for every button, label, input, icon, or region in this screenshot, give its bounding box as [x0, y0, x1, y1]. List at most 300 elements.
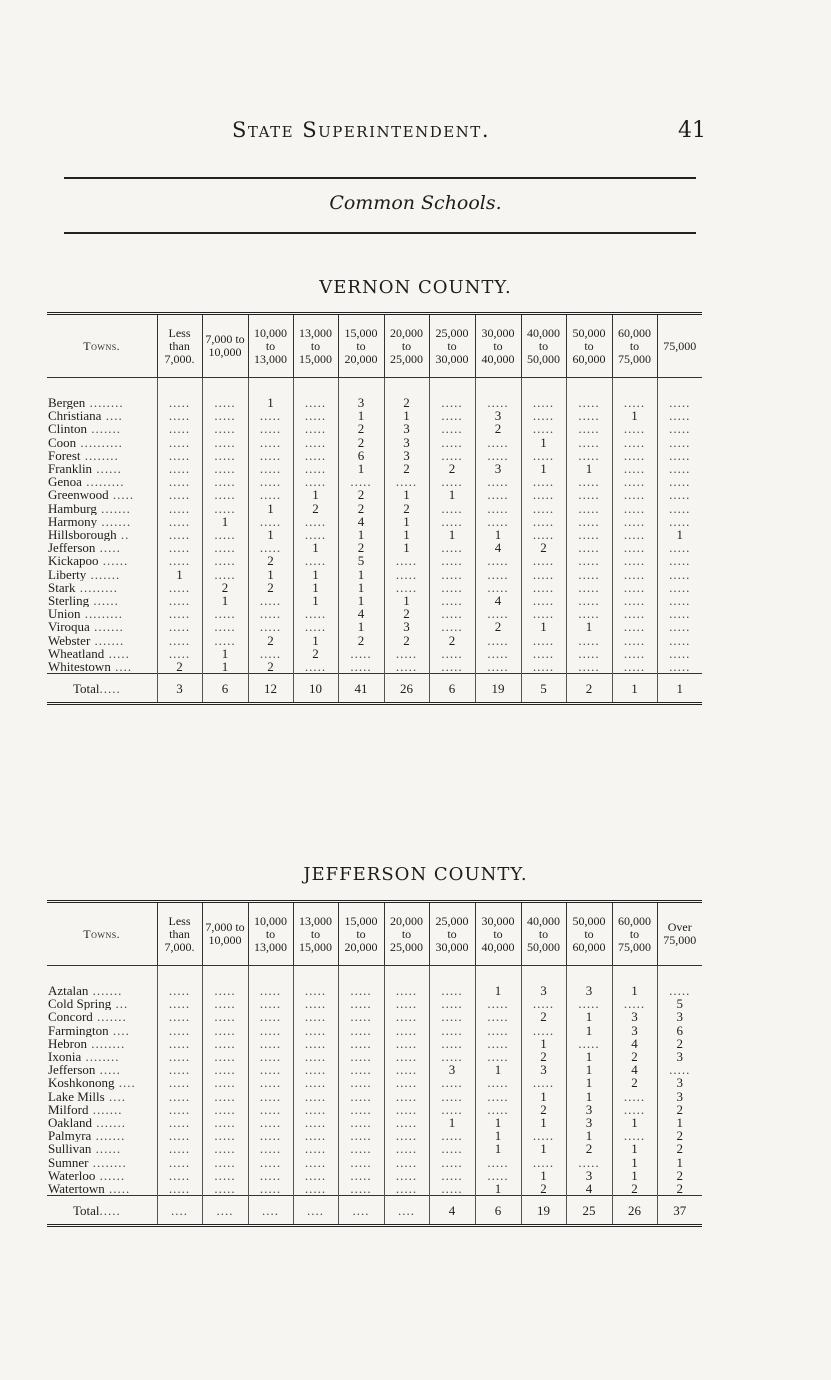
- count-cell: .....: [157, 396, 202, 409]
- count-cell: .....: [566, 396, 612, 409]
- count-cell: .....: [202, 1063, 248, 1076]
- count-cell: .....: [429, 436, 475, 449]
- count-cell: .....: [248, 1063, 293, 1076]
- count-cell: 1: [293, 594, 338, 607]
- count-cell: .....: [338, 1090, 384, 1103]
- count-cell: .....: [657, 515, 702, 528]
- count-cell: .....: [157, 594, 202, 607]
- total-cell: 6: [202, 674, 248, 704]
- bracket-column-header: 10,000 to 13,000: [248, 314, 293, 378]
- count-cell: .....: [475, 554, 521, 567]
- count-cell: 1: [566, 1129, 612, 1142]
- count-cell: .....: [612, 660, 657, 674]
- count-cell: .....: [338, 1182, 384, 1196]
- count-cell: 1: [566, 462, 612, 475]
- total-cell: ....: [202, 1196, 248, 1226]
- count-cell: 2: [384, 502, 429, 515]
- count-cell: .....: [202, 488, 248, 501]
- count-cell: .....: [202, 449, 248, 462]
- count-cell: .....: [566, 409, 612, 422]
- leader-dots: ...: [111, 997, 129, 1011]
- table-row: [47, 1024, 702, 1037]
- town-name: [47, 660, 157, 674]
- town-label: Union: [48, 607, 81, 621]
- table-row: [47, 607, 702, 620]
- count-cell: .....: [384, 1063, 429, 1076]
- towns-column-header: Towns.: [83, 338, 121, 353]
- count-cell: 3: [566, 1169, 612, 1182]
- count-cell: .....: [293, 422, 338, 435]
- count-cell: .....: [429, 647, 475, 660]
- count-cell: 2: [521, 1103, 566, 1116]
- count-cell: .....: [384, 997, 429, 1010]
- count-cell: .....: [248, 1050, 293, 1063]
- count-cell: .....: [521, 422, 566, 435]
- count-cell: .....: [293, 1182, 338, 1196]
- count-cell: 2: [612, 1050, 657, 1063]
- count-cell: 2: [338, 634, 384, 647]
- town-name: [47, 997, 157, 1010]
- count-cell: .....: [566, 422, 612, 435]
- count-cell: 1: [566, 1010, 612, 1023]
- count-cell: 1: [338, 620, 384, 633]
- count-cell: .....: [612, 997, 657, 1010]
- count-cell: 2: [338, 502, 384, 515]
- count-cell: .....: [566, 594, 612, 607]
- table-row: [47, 984, 702, 997]
- count-cell: .....: [157, 1063, 202, 1076]
- town-label: Viroqua: [48, 620, 90, 634]
- count-cell: 1: [338, 409, 384, 422]
- count-cell: 1: [475, 1063, 521, 1076]
- total-cell: 26: [384, 674, 429, 704]
- count-cell: 3: [384, 436, 429, 449]
- count-cell: 3: [657, 1090, 702, 1103]
- count-cell: 1: [338, 568, 384, 581]
- leader-dots: .......: [92, 1010, 127, 1024]
- count-cell: 1: [521, 1116, 566, 1129]
- towns-column-header: Towns.: [83, 926, 121, 941]
- bracket-column-header: 50,000 to 60,000: [566, 314, 612, 378]
- count-cell: .....: [293, 1142, 338, 1155]
- count-cell: 2: [338, 541, 384, 554]
- table-row: [47, 1050, 702, 1063]
- table-row: [47, 568, 702, 581]
- count-cell: 1: [612, 1169, 657, 1182]
- town-label: Whitestown: [48, 660, 111, 674]
- count-cell: .....: [566, 607, 612, 620]
- leader-dots: .........: [80, 607, 123, 621]
- count-cell: 2: [202, 581, 248, 594]
- count-cell: .....: [384, 1169, 429, 1182]
- count-cell: .....: [429, 984, 475, 997]
- count-cell: .....: [657, 436, 702, 449]
- town-name: [47, 554, 157, 567]
- count-cell: .....: [293, 515, 338, 528]
- count-cell: 1: [612, 984, 657, 997]
- count-cell: .....: [248, 997, 293, 1010]
- town-label: Forest: [48, 448, 81, 463]
- bracket-column-header: Less than 7,000.: [157, 314, 202, 378]
- bracket-column-header: 40,000 to 50,000: [521, 314, 566, 378]
- count-cell: .....: [157, 528, 202, 541]
- count-cell: .....: [202, 634, 248, 647]
- count-cell: .....: [384, 1103, 429, 1116]
- total-cell: 4: [429, 1196, 475, 1226]
- town-name: [47, 1129, 157, 1142]
- town-label: Genoa: [48, 475, 82, 489]
- count-cell: .....: [202, 1037, 248, 1050]
- count-cell: .....: [338, 647, 384, 660]
- count-cell: .....: [521, 997, 566, 1010]
- count-cell: .....: [248, 647, 293, 660]
- bracket-column-header: 75,000: [657, 314, 702, 378]
- count-cell: .....: [521, 554, 566, 567]
- town-name: [47, 502, 157, 515]
- count-cell: 3: [521, 984, 566, 997]
- leader-dots: .......: [88, 1102, 123, 1117]
- total-row: [47, 674, 702, 704]
- count-cell: .....: [202, 475, 248, 488]
- count-cell: .....: [521, 1156, 566, 1169]
- count-cell: .....: [202, 554, 248, 567]
- count-cell: .....: [202, 396, 248, 409]
- count-cell: .....: [566, 554, 612, 567]
- count-cell: .....: [657, 554, 702, 567]
- count-cell: .....: [521, 475, 566, 488]
- count-cell: .....: [429, 1142, 475, 1155]
- count-cell: .....: [566, 997, 612, 1010]
- count-cell: .....: [657, 581, 702, 594]
- count-cell: .....: [248, 1076, 293, 1089]
- count-cell: .....: [202, 462, 248, 475]
- count-cell: 2: [657, 1169, 702, 1182]
- bracket-column-header: 50,000 to 60,000: [566, 902, 612, 966]
- count-cell: .....: [657, 984, 702, 997]
- total-cell: ....: [157, 1196, 202, 1226]
- count-cell: 2: [248, 634, 293, 647]
- leader-dots: ......: [95, 1168, 126, 1183]
- count-cell: .....: [293, 554, 338, 567]
- count-cell: .....: [384, 647, 429, 660]
- count-cell: .....: [293, 1010, 338, 1023]
- town-label: Clinton: [48, 422, 88, 436]
- count-cell: .....: [202, 1090, 248, 1103]
- count-cell: .....: [202, 607, 248, 620]
- town-name: [47, 515, 157, 528]
- count-cell: .....: [566, 541, 612, 554]
- count-cell: .....: [202, 1182, 248, 1196]
- count-cell: 2: [293, 502, 338, 515]
- bracket-column-header: 13,000 to 15,000: [293, 902, 338, 966]
- town-name: [47, 528, 157, 541]
- count-cell: .....: [612, 436, 657, 449]
- count-cell: 1: [202, 647, 248, 660]
- town-name: [47, 436, 157, 449]
- count-cell: .....: [429, 594, 475, 607]
- count-cell: .....: [248, 984, 293, 997]
- leader-dots: .......: [87, 422, 122, 436]
- count-cell: .....: [384, 475, 429, 488]
- count-cell: .....: [475, 1037, 521, 1050]
- count-cell: .....: [338, 1116, 384, 1129]
- count-cell: .....: [248, 1116, 293, 1129]
- table-row: [47, 1010, 702, 1023]
- count-cell: 2: [338, 422, 384, 435]
- town-name: [47, 1182, 157, 1196]
- town-label: Ixonia: [48, 1050, 82, 1064]
- count-cell: 2: [384, 462, 429, 475]
- count-cell: 1: [521, 436, 566, 449]
- town-name: [47, 568, 157, 581]
- count-cell: .....: [248, 475, 293, 488]
- town-name: [47, 607, 157, 620]
- count-cell: .....: [384, 1037, 429, 1050]
- town-label: Sullivan: [48, 1142, 92, 1156]
- count-cell: 4: [338, 607, 384, 620]
- count-cell: .....: [521, 647, 566, 660]
- total-label: [47, 674, 157, 704]
- count-cell: 4: [566, 1182, 612, 1196]
- count-cell: .....: [475, 1103, 521, 1116]
- town-label: Christiana: [48, 409, 102, 423]
- count-cell: .....: [338, 1010, 384, 1023]
- count-cell: .....: [157, 1076, 202, 1089]
- bracket-column-header: 15,000 to 20,000: [338, 314, 384, 378]
- count-cell: .....: [338, 660, 384, 674]
- count-cell: 1: [521, 620, 566, 633]
- town-label: Palmyra: [48, 1129, 92, 1143]
- count-cell: .....: [657, 634, 702, 647]
- count-cell: .....: [566, 568, 612, 581]
- count-cell: 3: [566, 1116, 612, 1129]
- count-cell: .....: [248, 1142, 293, 1155]
- count-cell: .....: [248, 409, 293, 422]
- town-label: Franklin: [48, 462, 93, 476]
- table-row: [47, 515, 702, 528]
- town-label: Concord: [48, 1010, 93, 1024]
- count-cell: .....: [157, 436, 202, 449]
- count-cell: .....: [475, 449, 521, 462]
- bracket-column-header: 25,000 to 30,000: [429, 314, 475, 378]
- count-cell: .....: [612, 620, 657, 633]
- count-cell: .....: [475, 515, 521, 528]
- count-cell: 1: [157, 568, 202, 581]
- total-cell: 19: [521, 1196, 566, 1226]
- table-row: [47, 449, 702, 462]
- count-cell: 1: [293, 488, 338, 501]
- count-cell: .....: [293, 984, 338, 997]
- count-cell: .....: [521, 488, 566, 501]
- count-cell: .....: [293, 620, 338, 633]
- town-name: [47, 1103, 157, 1116]
- table-row: [47, 409, 702, 422]
- count-cell: .....: [202, 422, 248, 435]
- count-cell: 3: [475, 409, 521, 422]
- total-cell: ....: [293, 1196, 338, 1226]
- header-rule: [64, 177, 696, 179]
- count-cell: 1: [248, 502, 293, 515]
- count-cell: .....: [612, 1090, 657, 1103]
- town-label: Jefferson: [48, 541, 96, 555]
- count-cell: 2: [384, 607, 429, 620]
- count-cell: 4: [338, 515, 384, 528]
- count-cell: 1: [521, 1090, 566, 1103]
- count-cell: .....: [202, 1010, 248, 1023]
- count-cell: 1: [475, 1116, 521, 1129]
- count-cell: .....: [157, 515, 202, 528]
- count-cell: .....: [202, 1129, 248, 1142]
- count-cell: 3: [612, 1010, 657, 1023]
- count-cell: .....: [248, 541, 293, 554]
- count-cell: 4: [612, 1037, 657, 1050]
- count-cell: 1: [566, 620, 612, 633]
- count-cell: .....: [293, 1156, 338, 1169]
- count-cell: 3: [384, 449, 429, 462]
- leader-dots: ..: [116, 528, 130, 542]
- count-cell: .....: [202, 997, 248, 1010]
- town-name: [47, 1037, 157, 1050]
- count-cell: 2: [248, 554, 293, 567]
- count-cell: 2: [657, 1129, 702, 1142]
- total-row: [47, 1196, 702, 1226]
- count-cell: .....: [429, 620, 475, 633]
- town-name: [47, 1090, 157, 1103]
- count-cell: .....: [657, 660, 702, 674]
- count-cell: .....: [521, 594, 566, 607]
- count-cell: .....: [384, 1076, 429, 1089]
- count-cell: .....: [157, 1024, 202, 1037]
- count-cell: .....: [157, 1090, 202, 1103]
- count-cell: 1: [566, 1024, 612, 1037]
- table-row: [47, 660, 702, 674]
- section-subtitle: Common Schools.: [329, 192, 502, 214]
- town-label: Wheatland: [48, 646, 105, 661]
- leader-dots: ....: [110, 660, 133, 674]
- count-cell: .....: [612, 594, 657, 607]
- bracket-column-header: 60,000 to 75,000: [612, 902, 657, 966]
- count-cell: .....: [157, 1037, 202, 1050]
- count-cell: 3: [384, 422, 429, 435]
- count-cell: 1: [338, 528, 384, 541]
- town-label: Hebron: [48, 1036, 87, 1051]
- count-cell: 2: [657, 1182, 702, 1196]
- bracket-column-header: 25,000 to 30,000: [429, 902, 475, 966]
- count-cell: 1: [384, 409, 429, 422]
- total-cell: 10: [293, 674, 338, 704]
- leader-dots: .......: [96, 501, 131, 515]
- count-cell: 1: [612, 409, 657, 422]
- town-name: [47, 1116, 157, 1129]
- count-cell: .....: [521, 568, 566, 581]
- table-row: [47, 1182, 702, 1196]
- count-cell: .....: [338, 984, 384, 997]
- count-cell: .....: [157, 1010, 202, 1023]
- count-cell: .....: [338, 475, 384, 488]
- count-cell: .....: [612, 422, 657, 435]
- town-label: Harmony: [48, 514, 98, 529]
- count-cell: 1: [293, 581, 338, 594]
- leader-dots: .........: [75, 580, 118, 595]
- count-cell: .....: [293, 1063, 338, 1076]
- count-cell: 2: [248, 581, 293, 594]
- town-name: [47, 647, 157, 660]
- town-label: Milford: [48, 1102, 89, 1117]
- count-cell: .....: [612, 647, 657, 660]
- table-row: [47, 997, 702, 1010]
- count-cell: .....: [429, 554, 475, 567]
- count-cell: .....: [293, 409, 338, 422]
- town-name: [47, 1076, 157, 1089]
- bracket-column-header: 30,000 to 40,000: [475, 902, 521, 966]
- leader-dots: .....: [104, 1182, 131, 1196]
- count-cell: .....: [293, 997, 338, 1010]
- count-cell: .....: [657, 1063, 702, 1076]
- count-cell: 4: [475, 541, 521, 554]
- count-cell: .....: [612, 581, 657, 594]
- vernon-county-table: [47, 312, 702, 705]
- count-cell: 1: [475, 1182, 521, 1196]
- count-cell: .....: [429, 515, 475, 528]
- count-cell: .....: [429, 422, 475, 435]
- count-cell: .....: [657, 396, 702, 409]
- table-row: [47, 1142, 702, 1155]
- count-cell: .....: [157, 634, 202, 647]
- count-cell: .....: [293, 1169, 338, 1182]
- count-cell: .....: [657, 422, 702, 435]
- count-cell: 2: [657, 1142, 702, 1155]
- count-cell: 3: [657, 1076, 702, 1089]
- count-cell: .....: [157, 1050, 202, 1063]
- count-cell: .....: [248, 515, 293, 528]
- count-cell: 2: [384, 634, 429, 647]
- leader-dots: ......: [92, 462, 122, 476]
- count-cell: 3: [612, 1024, 657, 1037]
- town-name: [47, 1050, 157, 1063]
- count-cell: .....: [338, 1050, 384, 1063]
- count-cell: 1: [293, 634, 338, 647]
- total-label: [47, 1196, 157, 1226]
- count-cell: .....: [248, 1103, 293, 1116]
- town-label: Coon: [48, 435, 77, 449]
- table-row: [47, 1169, 702, 1182]
- count-cell: .....: [521, 1076, 566, 1089]
- count-cell: .....: [475, 568, 521, 581]
- count-cell: 2: [338, 436, 384, 449]
- count-cell: 3: [475, 462, 521, 475]
- count-cell: 3: [521, 1063, 566, 1076]
- count-cell: .....: [566, 634, 612, 647]
- count-cell: .....: [157, 1156, 202, 1169]
- count-cell: .....: [521, 581, 566, 594]
- count-cell: .....: [202, 984, 248, 997]
- count-cell: .....: [429, 1103, 475, 1116]
- count-cell: .....: [202, 1142, 248, 1155]
- count-cell: .....: [612, 607, 657, 620]
- count-cell: .....: [475, 1156, 521, 1169]
- total-cell: 2: [566, 674, 612, 704]
- count-cell: .....: [248, 1024, 293, 1037]
- town-name: [47, 462, 157, 475]
- count-cell: 2: [521, 1182, 566, 1196]
- count-cell: .....: [248, 1037, 293, 1050]
- count-cell: .....: [157, 475, 202, 488]
- count-cell: .....: [521, 660, 566, 674]
- count-cell: .....: [338, 1156, 384, 1169]
- subtitle-rule: [64, 232, 696, 234]
- count-cell: .....: [338, 1142, 384, 1155]
- count-cell: .....: [612, 462, 657, 475]
